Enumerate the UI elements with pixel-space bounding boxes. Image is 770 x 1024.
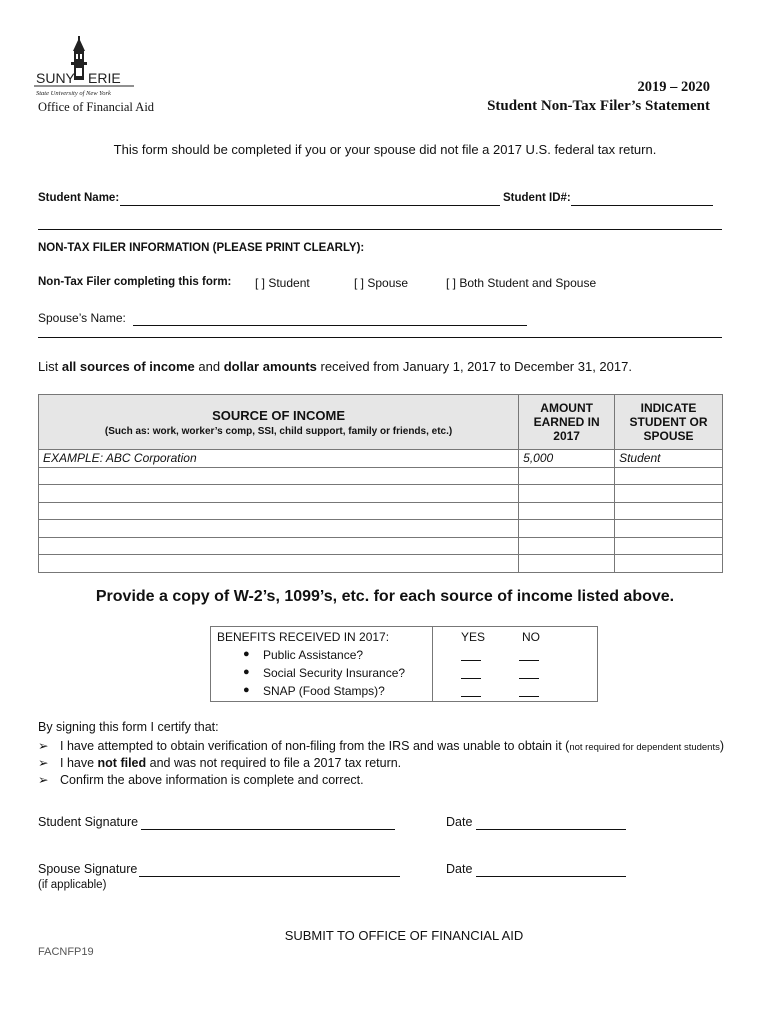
student-name-field[interactable]: [120, 192, 500, 206]
amount-header: AMOUNT EARNED IN 2017: [519, 395, 615, 450]
source-header: SOURCE OF INCOME (Such as: work, worker’s comp, SSI, child support, family or friends, etc.): [39, 395, 519, 450]
student-name-label: Student Name:: [38, 192, 120, 204]
certify-item-2: ➢ I have not filed and was not required to file a 2017 tax return.: [38, 756, 402, 770]
table-row[interactable]: [39, 467, 723, 485]
ssi-yes-field[interactable]: [461, 678, 481, 679]
no-header: NO: [522, 630, 540, 644]
who-cell[interactable]: [615, 537, 723, 555]
arrow-bullet-icon: ➢: [38, 773, 49, 787]
amount-cell[interactable]: [519, 555, 615, 573]
spouse-name-label: Spouse’s Name:: [38, 311, 126, 325]
who-cell[interactable]: [615, 485, 723, 503]
amount-cell[interactable]: [519, 485, 615, 503]
student-id-label: Student ID#:: [503, 192, 571, 204]
source-cell[interactable]: [39, 555, 519, 573]
svg-text:ERIE: ERIE: [88, 70, 121, 86]
income-instructions: List all sources of income and dollar amounts received from January 1, 2017 to December 31, 2017.: [38, 359, 632, 374]
office-name: Office of Financial Aid: [38, 100, 155, 114]
submit-instruction: SUBMIT TO OFFICE OF FINANCIAL AID: [284, 928, 524, 943]
student-id-field[interactable]: [571, 192, 713, 206]
public-assistance-no-field[interactable]: [519, 660, 539, 661]
certify-intro: By signing this form I certify that:: [38, 720, 219, 734]
spouse-name-field[interactable]: [133, 311, 527, 326]
amount-cell[interactable]: [519, 467, 615, 485]
snap-no-field[interactable]: [519, 696, 539, 697]
indicate-header: INDICATE STUDENT OR SPOUSE: [615, 395, 723, 450]
source-cell[interactable]: [39, 467, 519, 485]
example-amount: 5,000: [519, 450, 615, 468]
intro-text: This form should be completed if you or your spouse did not file a 2017 U.S. federal tax return.: [113, 142, 657, 157]
yes-header: YES: [461, 630, 486, 644]
svg-text:State University of New York: State University of New York: [36, 90, 111, 97]
option-student-checkbox[interactable]: [ ] Student: [255, 276, 310, 290]
table-row[interactable]: [39, 537, 723, 555]
spouse-signature-field[interactable]: [139, 862, 400, 877]
who-cell[interactable]: [615, 520, 723, 538]
if-applicable-note: (if applicable): [38, 879, 107, 891]
benefit-snap: SNAP (Food Stamps)?: [263, 684, 385, 698]
table-row[interactable]: [39, 485, 723, 503]
certify-item-3: ➢ Confirm the above information is complete and correct.: [38, 773, 364, 787]
bullet: ●: [243, 648, 250, 660]
amount-cell[interactable]: [519, 537, 615, 555]
table-row[interactable]: [39, 502, 723, 520]
public-assistance-yes-field[interactable]: [461, 660, 481, 661]
benefits-box: [210, 626, 598, 702]
divider: [38, 337, 722, 338]
form-title: Student Non-Tax Filer’s Statement: [487, 98, 710, 114]
option-both-checkbox[interactable]: [ ] Both Student and Spouse: [446, 276, 597, 290]
who-cell[interactable]: [615, 502, 723, 520]
arrow-bullet-icon: ➢: [38, 739, 49, 753]
income-table: [38, 394, 723, 573]
svg-text:SUNY: SUNY: [36, 70, 75, 86]
benefits-heading: BENEFITS RECEIVED IN 2017:: [217, 630, 390, 644]
source-cell[interactable]: [39, 485, 519, 503]
bullet: ●: [243, 684, 250, 696]
form-code: FACNFP19: [38, 946, 94, 958]
benefit-public-assistance: Public Assistance?: [263, 648, 364, 662]
spouse-date-field[interactable]: [476, 862, 626, 877]
student-date-field[interactable]: [476, 815, 626, 830]
table-row: [39, 450, 723, 468]
student-signature-label: Student Signature: [38, 815, 139, 829]
ssi-no-field[interactable]: [519, 678, 539, 679]
certify-item-1: ➢ I have attempted to obtain verification of non-filing from the IRS and was unable to obtain it (not required for dependent students): [38, 739, 725, 753]
provide-copy-notice: Provide a copy of W-2’s, 1099’s, etc. for each source of income listed above.: [95, 588, 675, 605]
option-spouse-checkbox[interactable]: [ ] Spouse: [354, 276, 409, 290]
source-cell[interactable]: [39, 537, 519, 555]
who-cell[interactable]: [615, 555, 723, 573]
completing-label: Non-Tax Filer completing this form:: [38, 276, 232, 288]
bullet: ●: [243, 666, 250, 678]
amount-cell[interactable]: [519, 520, 615, 538]
source-cell[interactable]: [39, 520, 519, 538]
suny-erie-logo: [34, 36, 134, 100]
benefits-divider: [432, 627, 433, 701]
benefit-ssi: Social Security Insurance?: [263, 666, 406, 680]
example-source: EXAMPLE: ABC Corporation: [39, 450, 519, 468]
table-row[interactable]: [39, 520, 723, 538]
form-year: 2019 – 2020: [637, 79, 710, 95]
income-table-header: [39, 395, 723, 450]
table-row[interactable]: [39, 555, 723, 573]
spouse-signature-label: Spouse Signature: [38, 862, 138, 876]
student-date-label: Date: [446, 815, 473, 829]
student-signature-field[interactable]: [141, 815, 395, 830]
who-cell[interactable]: [615, 467, 723, 485]
divider: [38, 229, 722, 230]
nontax-heading: NON-TAX FILER INFORMATION (PLEASE PRINT CLEARLY):: [38, 242, 365, 254]
arrow-bullet-icon: ➢: [38, 756, 49, 770]
example-who: Student: [615, 450, 723, 468]
source-cell[interactable]: [39, 502, 519, 520]
snap-yes-field[interactable]: [461, 696, 481, 697]
amount-cell[interactable]: [519, 502, 615, 520]
spouse-date-label: Date: [446, 862, 473, 876]
